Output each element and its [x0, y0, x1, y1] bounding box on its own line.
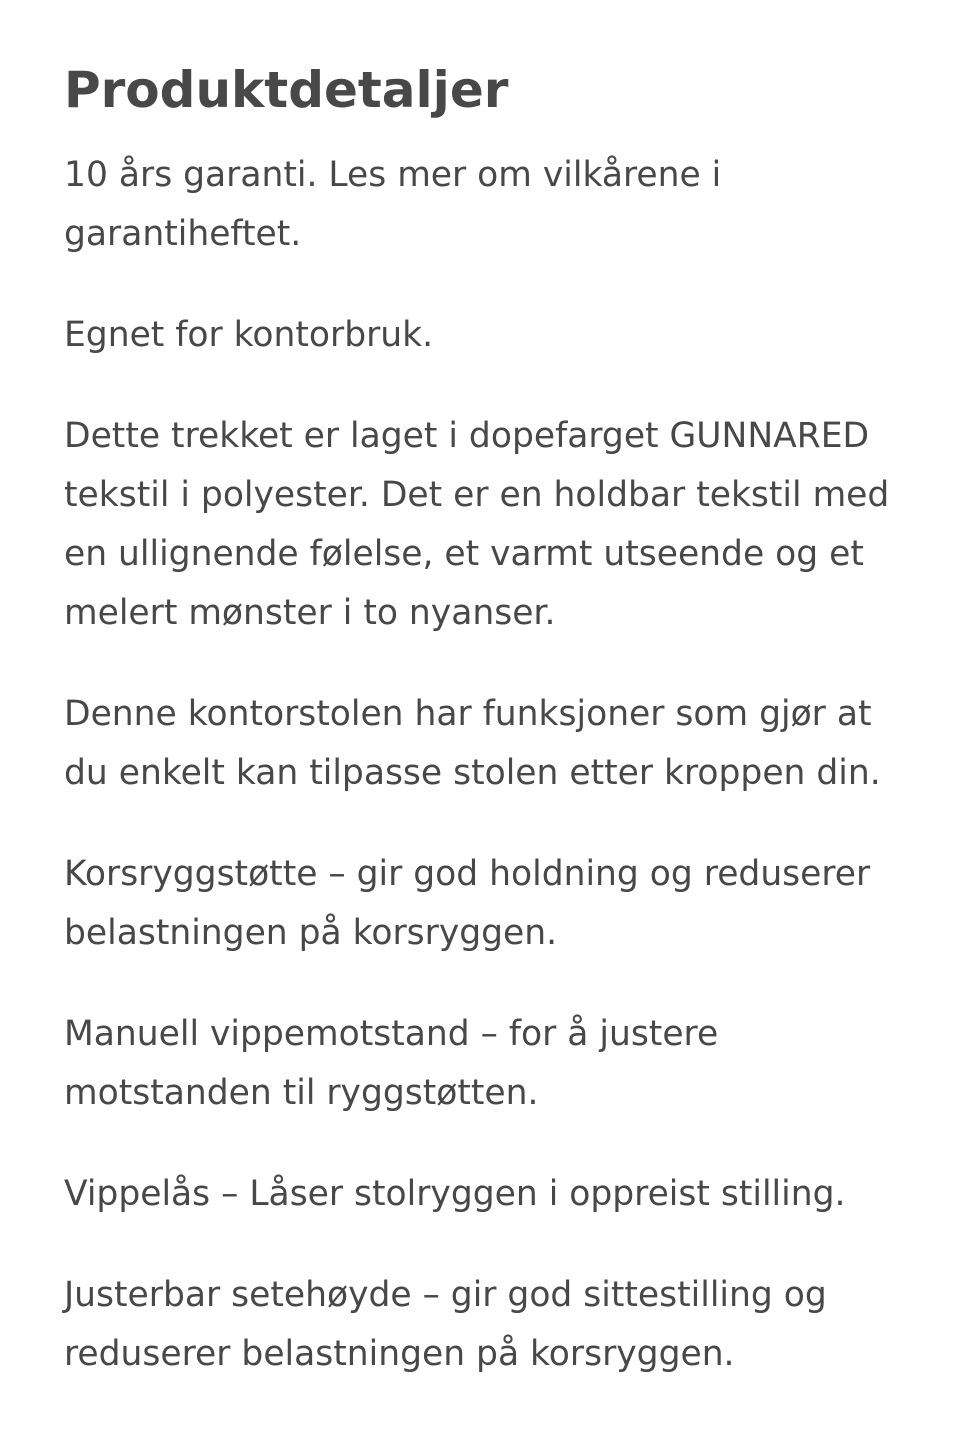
details-list: [64, 146, 904, 1384]
detail-warranty: 10 års garanti. Les mer om vilkårene i garantiheftet.: [64, 155, 722, 254]
product-details-section: [64, 0, 904, 1426]
detail-tilt-lock: Vippelås – Låser stolryggen i oppreist stilling.: [64, 1174, 846, 1214]
detail-seat-height: Justerbar setehøyde – gir god sittestilling og reduserer belastningen på korsryggen.: [64, 1275, 827, 1374]
section-heading: Produktdetaljer: [64, 61, 509, 119]
detail-fabric: Dette trekket er laget i dopefarget GUNNARED tekstil i polyester. Det er en holdbar tekstil med en ullignende følelse, et varmt utseende og et melert mønster i to nyanser.: [64, 416, 890, 633]
detail-adjustable: Denne kontorstolen har funksjoner som gjør at du enkelt kan tilpasse stolen etter kroppen din.: [64, 694, 881, 793]
detail-office-use: Egnet for kontorbruk.: [64, 315, 434, 355]
detail-tilt-tension: Manuell vippemotstand – for å justere motstanden til ryggstøtten.: [64, 1014, 719, 1113]
detail-lumbar-support: Korsryggstøtte – gir god holdning og reduserer belastningen på korsryggen.: [64, 854, 871, 953]
